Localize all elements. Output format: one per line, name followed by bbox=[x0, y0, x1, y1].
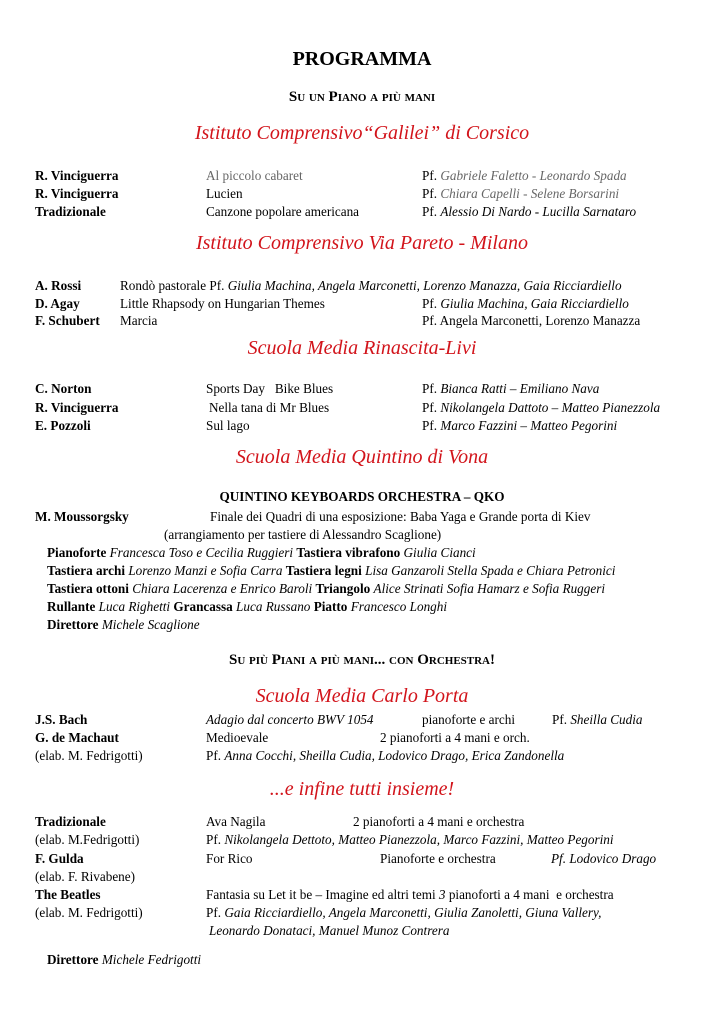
piece: Ava Nagila bbox=[206, 814, 266, 829]
performers: Pf. Giulia Machina, Gaia Ricciardiello bbox=[422, 296, 629, 311]
arranger: (elab. M.Fedrigotti) bbox=[35, 832, 140, 847]
performers: Pf. Gaia Ricciardiello, Angela Marconetti, Giulia Zanoletti, Giuna Vallery, bbox=[206, 905, 602, 920]
composer: R. Vinciguerra bbox=[35, 186, 119, 201]
performers: Pf. Anna Cocchi, Sheilla Cudia, Lodovico Drago, Erica Zandonella bbox=[206, 748, 565, 763]
arranger: (elab. M. Fedrigotti) bbox=[35, 905, 143, 920]
performers-continued: Leonardo Donataci, Manuel Munoz Contrera bbox=[209, 923, 450, 938]
page-title: PROGRAMMA bbox=[292, 48, 432, 70]
performers: Pf. Gabriele Faletto - Leonardo Spada bbox=[422, 168, 627, 183]
instrumentation: pianoforte e archi bbox=[422, 712, 515, 727]
piece: Fantasia su Let it be – Imagine ed altri temi 3 pianoforti a 4 mani e orchestra bbox=[206, 887, 614, 902]
piece: Adagio dal concerto BWV 1054 bbox=[206, 712, 374, 727]
composer: M. Moussorgsky bbox=[35, 509, 129, 524]
composer: Tradizionale bbox=[35, 814, 106, 829]
performers: Pf. Bianca Ratti – Emiliano Nava bbox=[422, 381, 600, 396]
piece: Finale dei Quadri di una esposizione: Baba Yaga e Grande porta di Kiev bbox=[210, 509, 591, 524]
piece: Al piccolo cabaret bbox=[206, 168, 303, 183]
piece: Lucien bbox=[206, 186, 243, 201]
performers: Pf. Nikolangela Dattoto – Matteo Pianezzola bbox=[422, 400, 661, 415]
orchestra-name: QUINTINO KEYBOARDS ORCHESTRA – QKO bbox=[219, 489, 505, 504]
performers: Pf. Alessio Di Nardo - Lucilla Sarnataro bbox=[422, 204, 637, 219]
piece: Nella tana di Mr Blues bbox=[209, 400, 330, 415]
roles-line: Rullante Luca Righetti Grancassa Luca Russano Piatto Francesco Longhi bbox=[47, 599, 448, 614]
composer: D. Agay bbox=[35, 296, 80, 311]
composer: R. Vinciguerra bbox=[35, 400, 119, 415]
section-heading-one-piano: Su un Piano a più mani bbox=[288, 89, 436, 105]
finale-heading: ...e infine tutti insieme! bbox=[269, 778, 455, 800]
piece: Marcia bbox=[120, 313, 158, 328]
composer: The Beatles bbox=[35, 887, 101, 902]
composer: E. Pozzoli bbox=[35, 418, 91, 433]
piece: For Rico bbox=[206, 851, 253, 866]
performers: Pf. Chiara Capelli - Selene Borsarini bbox=[422, 186, 620, 201]
final-director: Direttore Michele Fedrigotti bbox=[47, 952, 202, 967]
composer: F. Schubert bbox=[35, 313, 100, 328]
performers: Pf. Sheilla Cudia bbox=[552, 712, 643, 727]
instrumentation: Pianoforte e orchestra bbox=[380, 851, 496, 866]
school-heading-rinascita: Scuola Media Rinascita-Livi bbox=[247, 337, 477, 359]
performers: Pf. Marco Fazzini – Matteo Pegorini bbox=[422, 418, 618, 433]
piece: Canzone popolare americana bbox=[206, 204, 360, 219]
arranger: (elab. F. Rivabene) bbox=[35, 869, 136, 884]
section-heading-orchestra: Su più Piani a più mani... con Orchestra! bbox=[228, 652, 495, 668]
composer: J.S. Bach bbox=[35, 712, 88, 727]
roles-line: Pianoforte Francesca Toso e Cecilia Ruggieri Tastiera vibrafono Giulia Cianci bbox=[47, 545, 476, 560]
instrumentation: 2 pianoforti a 4 mani e orchestra bbox=[353, 814, 525, 829]
school-heading-galilei: Istituto Comprensivo“Galilei” di Corsico bbox=[194, 122, 530, 144]
performers: Pf. Angela Marconetti, Lorenzo Manazza bbox=[422, 313, 641, 328]
school-heading-pareto: Istituto Comprensivo Via Pareto - Milano bbox=[195, 232, 528, 254]
performers: Pf. Lodovico Drago bbox=[551, 851, 657, 866]
roles-line: Tastiera ottoni Chiara Lacerenza e Enrico Baroli Triangolo Alice Strinati Sofia Hamarz e Sofia Ruggeri bbox=[47, 581, 606, 596]
piece: Little Rhapsody on Hungarian Themes bbox=[120, 296, 325, 311]
piece: Sports Day Bike Blues bbox=[206, 381, 334, 396]
composer: A. Rossi bbox=[35, 278, 82, 293]
composer: G. de Machaut bbox=[35, 730, 119, 745]
piece: Medioevale bbox=[206, 730, 269, 745]
composer: R. Vinciguerra bbox=[35, 168, 119, 183]
piece: Sul lago bbox=[206, 418, 250, 433]
arrangement: (arrangiamento per tastiere di Alessandro Scaglione) bbox=[164, 527, 442, 542]
school-heading-quintino: Scuola Media Quintino di Vona bbox=[235, 446, 489, 468]
performers: Pf. Nikolangela Dettoto, Matteo Pianezzola, Marco Fazzini, Matteo Pegorini bbox=[206, 832, 614, 847]
composer: C. Norton bbox=[35, 381, 92, 396]
school-heading-carlo-porta: Scuola Media Carlo Porta bbox=[255, 685, 469, 707]
instrumentation: 2 pianoforti a 4 mani e orch. bbox=[380, 730, 530, 745]
composer: Tradizionale bbox=[35, 204, 106, 219]
roles-line: Tastiera archi Lorenzo Manzi e Sofia Carra Tastiera legni Lisa Ganzaroli Stella Spada e Chiara Petronici bbox=[47, 563, 616, 578]
piece-performers: Rondò pastorale Pf. Giulia Machina, Angela Marconetti, Lorenzo Manazza, Gaia Ricciardiello bbox=[120, 278, 622, 293]
roles-line: Direttore Michele Scaglione bbox=[47, 617, 200, 632]
composer: F. Gulda bbox=[35, 851, 84, 866]
arranger: (elab. M. Fedrigotti) bbox=[35, 748, 143, 763]
